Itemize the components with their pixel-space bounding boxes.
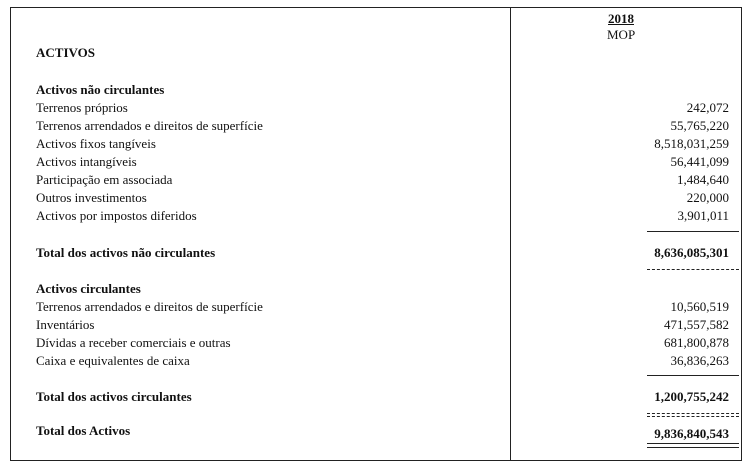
line-item-label: Dívidas a receber comerciais e outras xyxy=(36,335,231,350)
column-divider xyxy=(510,7,511,461)
total-dashed-rule xyxy=(647,416,739,417)
current-total-value: 1,200,755,242 xyxy=(654,389,729,404)
line-item-value: 55,765,220 xyxy=(670,118,729,133)
line-item-value: 681,800,878 xyxy=(664,335,729,350)
line-item-value: 36,836,263 xyxy=(670,353,729,368)
line-item-label: Outros investimentos xyxy=(36,190,147,205)
current-total-label: Total dos activos circulantes xyxy=(36,389,192,404)
year-header: 2018 xyxy=(608,11,634,26)
line-item-value: 10,560,519 xyxy=(670,299,729,314)
line-item-label: Caixa e equivalentes de caixa xyxy=(36,353,190,368)
line-item-label: Terrenos próprios xyxy=(36,100,128,115)
total-dashed-rule xyxy=(647,413,739,414)
line-item-value: 242,072 xyxy=(686,100,729,115)
line-item-value: 56,441,099 xyxy=(670,154,729,169)
line-item-label: Participação em associada xyxy=(36,172,173,187)
grand-total-label: Total dos Activos xyxy=(36,423,131,438)
line-item-label: Activos por impostos diferidos xyxy=(36,208,197,223)
non-current-total-label: Total dos activos não circulantes xyxy=(36,245,216,260)
line-item-value: 1,484,640 xyxy=(677,172,729,187)
current-heading: Activos circulantes xyxy=(36,281,141,296)
currency-header: MOP xyxy=(607,27,636,42)
section-title: ACTIVOS xyxy=(36,45,95,60)
total-dashed-rule xyxy=(647,269,739,270)
line-item-label: Terrenos arrendados e direitos de superfície xyxy=(36,299,263,314)
line-item-label: Inventários xyxy=(36,317,95,332)
line-item-value: 3,901,011 xyxy=(677,208,729,223)
grand-total-double-rule xyxy=(647,443,739,448)
non-current-heading: Activos não circulantes xyxy=(36,82,165,97)
grand-total-value: 9,836,840,543 xyxy=(654,426,729,441)
line-item-value: 471,557,582 xyxy=(664,317,729,332)
line-item-label: Activos intangíveis xyxy=(36,154,137,169)
subtotal-rule xyxy=(647,231,739,232)
non-current-total-value: 8,636,085,301 xyxy=(654,245,729,260)
line-item-label: Terrenos arrendados e direitos de superfície xyxy=(36,118,263,133)
line-item-label: Activos fixos tangíveis xyxy=(36,136,156,151)
subtotal-rule xyxy=(647,375,739,376)
line-item-value: 8,518,031,259 xyxy=(654,136,729,151)
line-item-value: 220,000 xyxy=(686,190,729,205)
